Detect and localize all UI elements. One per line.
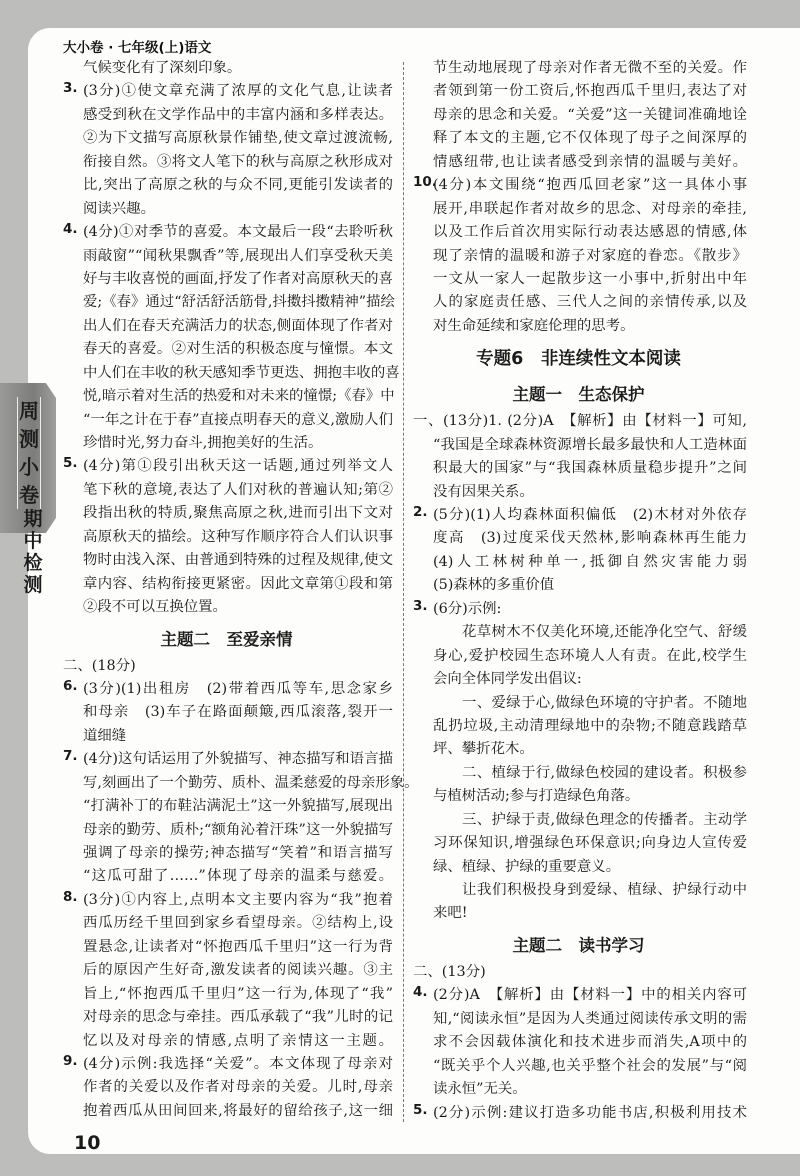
line-text: 人的家庭责任感、三代人之间的亲情传承,以及	[433, 294, 747, 311]
answer-text-line	[410, 856, 747, 879]
answer-text-line	[410, 645, 747, 668]
line-text: 以及工作后首次用实际行动表达感恩的情感,体	[433, 224, 747, 241]
answer-text-line	[60, 912, 393, 935]
line-text: 悦,暗示着对生活的热爱和对未来的憧憬;《春》中	[83, 388, 395, 405]
line-text: 好与丰收喜悦的画面,抒发了作者对高原秋天的喜	[83, 270, 393, 287]
answer-text-line	[60, 596, 393, 619]
answer-item-line	[410, 598, 747, 621]
answer-item-line	[60, 80, 393, 103]
answer-text-line	[410, 902, 747, 925]
question-number: 9.	[63, 1052, 78, 1069]
line-text: 写,刻画出了一个勤劳、质朴、温柔慈爱的母亲形象。	[83, 774, 419, 791]
answer-text-line	[60, 725, 393, 748]
line-text: (4分)示例:我选择“关爱”。本文体现了母亲对	[83, 1055, 393, 1072]
line-text: 后的原因产生好奇,激发读者的阅读兴趣。③主	[83, 962, 393, 979]
line-text: 乱扔垃圾,主动清理绿地中的杂物;不随意践踏草	[433, 717, 747, 734]
line-text: 道细缝	[83, 727, 127, 744]
answer-text-line	[60, 151, 393, 174]
answer-item-line	[60, 678, 393, 701]
answer-text-line	[410, 80, 747, 103]
answer-text-line	[410, 574, 747, 597]
line-text: ②段不可以互换位置。	[83, 599, 227, 616]
line-text: 作者的关爱以及作者对母亲的关爱。儿时,母亲	[83, 1079, 393, 1096]
answer-item-line	[60, 748, 393, 771]
answer-text-line	[410, 57, 747, 80]
answer-text-line	[410, 221, 747, 244]
line-text: 中人们在丰收的秋天感知季节更迭、拥抱丰收的喜	[83, 364, 400, 381]
answer-text-line	[60, 655, 393, 678]
answer-text-line	[410, 434, 747, 457]
line-text: 高原秋天的描绘。这种写作顺序符合人们认识事	[83, 528, 393, 545]
line-text: 三、护绿于责,做绿色理念的传播者。主动学	[462, 811, 747, 828]
answer-item-line	[60, 1053, 393, 1076]
line-text: 坪、攀折花木。	[433, 741, 534, 758]
answer-text-line	[410, 762, 747, 785]
page-number: 10	[74, 1132, 101, 1154]
line-text: “既关乎个人兴趣,也关乎整个社会的发展”与“阅	[433, 1057, 747, 1074]
answer-text-line	[410, 621, 747, 644]
section-heading: 主题二 读书学习	[512, 935, 645, 955]
question-number: 3.	[63, 80, 78, 97]
answer-text-line	[60, 959, 393, 982]
line-text: 西瓜历经千里回到家乡看望母亲。②结构上,设	[83, 915, 393, 932]
section-heading: 主题一 生态保护	[512, 385, 645, 405]
answer-text-line	[60, 983, 393, 1006]
line-text: (4)人工林树种单一,抵御自然灾害能力弱	[433, 553, 747, 570]
answer-text-line	[60, 362, 400, 385]
line-text: 出人们在春天充满活力的状态,侧面体现了作者对	[83, 317, 393, 334]
answer-text-line	[60, 549, 393, 572]
line-text: 母亲的思念和关爱。“关爱”这一关键词准确地诠	[433, 106, 747, 123]
line-text: 二、(13分)	[413, 963, 486, 980]
answer-text-line	[410, 961, 747, 984]
line-text: 知,“阅读永恒”是因为人类通过阅读传承文明的需	[433, 1010, 747, 1027]
line-text: 身心,爱护校园生态环境人人有责。在此,校学生	[433, 647, 747, 664]
answer-text-line	[410, 692, 747, 715]
question-number: 8.	[63, 888, 78, 905]
answer-item-line	[60, 221, 393, 244]
answer-text-line	[60, 127, 393, 150]
answer-text-line	[60, 573, 393, 596]
answer-text-line	[60, 57, 393, 80]
answer-text-line	[60, 104, 393, 127]
left-column	[60, 57, 419, 1123]
side-tab-sub-label: 期中检测	[23, 508, 43, 596]
right-column	[410, 57, 747, 1125]
answer-text-line	[60, 291, 393, 314]
line-text: 让我们积极投身到爱绿、植绿、护绿行动中	[462, 882, 747, 898]
line-text: “一年之计在于春”直接点明春天的意义,激励人们	[83, 411, 393, 428]
answer-text-line	[60, 432, 393, 455]
line-text: (5分)(1)人均森林面积偏低 (2)木材对外依存	[433, 507, 747, 523]
answer-text-line	[410, 785, 747, 808]
answer-text-line	[60, 502, 393, 525]
answer-text-line	[60, 268, 393, 291]
answer-item-line	[410, 1102, 747, 1125]
question-number: 3.	[413, 597, 428, 614]
line-text: (6分)示例:	[433, 600, 502, 617]
answer-text-line	[410, 104, 747, 127]
question-number: 10.	[413, 174, 437, 191]
answer-text-line	[60, 701, 393, 724]
line-text: (4分)①对季节的喜爱。本文最后一段“去聆听秋	[83, 224, 393, 241]
line-text: 章内容、结构衔接更紧密。因此文章第①段和第	[83, 575, 393, 592]
line-text: “我国是全球森林资源增长最多最快和人工造林面	[433, 436, 747, 453]
line-text: (4分)本文围绕“抱西瓜回老家”这一具体小事	[433, 177, 747, 194]
answer-text-line	[60, 1030, 393, 1053]
answer-text-line	[410, 315, 747, 338]
answer-text-line	[410, 268, 747, 291]
answer-text-line	[410, 151, 747, 174]
line-text: 气候变化有了深刻印象。	[83, 60, 242, 76]
line-text: 置悬念,让读者对“怀抱西瓜千里归”这一行为背	[83, 938, 393, 955]
line-text: (3分)①使文章充满了浓厚的文化气息,让读者	[83, 83, 393, 100]
answer-text-line	[60, 1076, 393, 1099]
question-number: 5.	[413, 1101, 428, 1118]
line-text: 对生命延续和家庭伦理的思考。	[433, 317, 635, 334]
line-text: 一、爱绿于心,做绿色环境的守护者。不随地	[462, 694, 747, 711]
line-text: 爱;《春》通过“舒活舒活筋骨,抖擞抖擞精神”描绘	[83, 294, 395, 311]
answer-text-line	[410, 457, 747, 480]
line-text: 和母亲 (3)车子在路面颠簸,西瓜滚落,裂开一	[83, 704, 393, 721]
line-text: 会向全体同学发出倡议:	[433, 671, 582, 688]
line-text: 母亲的勤劳、质朴;“额角沁着汗珠”这一外貌描写	[83, 821, 393, 838]
side-tab-label: 周测小卷	[19, 399, 39, 507]
line-text: 笔下秋的意境,表达了人们对秋的普遍认知;第②	[83, 481, 393, 498]
answer-text-line	[410, 291, 747, 314]
line-text: 旨上,“怀抱西瓜千里归”这一行为,体现了“我”	[83, 985, 393, 1002]
line-text: 雨敲窗”“闻秋果飘香”等,展现出人们享受秋天美	[83, 247, 393, 264]
line-text: 释了本文的主题,它不仅体现了母子之间深厚的	[433, 130, 747, 147]
line-text: 二、(18分)	[63, 657, 136, 674]
column-divider	[403, 62, 404, 1122]
line-text: 来吧!	[433, 905, 468, 922]
answer-text-line	[410, 1055, 747, 1078]
question-number: 4.	[413, 984, 428, 1001]
line-text: 段指出秋的特质,聚焦高原之秋,进而引出下文对	[83, 505, 393, 522]
question-number: 4.	[63, 221, 78, 238]
line-text: 一文从一家人一起散步这一小事中,折射出中年	[433, 270, 747, 287]
line-text: 忆以及对母亲的情感,点明了亲情这一主题。	[83, 1032, 393, 1049]
question-number: 7.	[63, 748, 78, 765]
answer-text-line	[60, 338, 393, 361]
answer-text-line	[60, 795, 393, 818]
question-number: 5.	[63, 455, 78, 472]
answer-text-line	[410, 527, 747, 550]
line-text: 节生动地展现了母亲对作者无微不至的关爱。作	[433, 60, 747, 76]
answer-text-line	[60, 385, 393, 408]
line-text: 强调了母亲的操劳;神态描写“笑着”和语言描写	[83, 845, 393, 861]
answer-item-line	[410, 984, 747, 1007]
answer-text-line	[410, 481, 747, 504]
line-text: 情感纽带,也让读者感受到亲情的温暖与美好。	[433, 153, 747, 170]
answer-text-line	[60, 245, 393, 268]
line-text: “打满补丁的布鞋沾满泥土”这一外貌描写,展现出	[83, 798, 393, 815]
running-title: 大小卷 · 七年级(上)语文	[63, 40, 212, 56]
answer-text-line	[60, 526, 393, 549]
line-text: 者领到第一份工资后,怀抱西瓜千里归,表达了对	[433, 83, 747, 100]
line-text: 阅读兴趣。	[83, 200, 155, 217]
line-text: 对母亲的思念与牵挂。西瓜承载了“我”儿时的记	[83, 1009, 393, 1026]
answer-text-line	[410, 809, 747, 832]
answer-text-line	[410, 410, 747, 433]
answer-item-line	[410, 174, 747, 197]
line-text: 感受到秋在文学作品中的丰富内涵和多样表达。	[83, 106, 393, 123]
answer-text-line	[60, 315, 393, 338]
answer-text-line	[60, 174, 393, 197]
line-text: “这瓜可甜了……”体现了母亲的温柔与慈爱。	[83, 868, 393, 885]
chapter-heading: 专题6 非连续性文本阅读	[476, 349, 681, 370]
answer-item-line	[60, 889, 393, 912]
line-text: (5)森林的多重价值	[433, 577, 555, 594]
answer-text-line	[60, 936, 393, 959]
answer-text-line	[410, 879, 747, 902]
line-text: (2分)A 【解析】由【材料一】中的相关内容可	[433, 987, 747, 1004]
answer-text-line	[410, 1078, 747, 1101]
answer-text-line	[410, 551, 747, 574]
answer-text-line	[410, 1031, 747, 1054]
line-text: 物时由浅入深、由普通到特殊的过程及规律,使文	[83, 552, 393, 569]
line-text: (3分)①内容上,点明本文主要内容为“我”抱着	[83, 891, 393, 908]
question-number: 2.	[413, 504, 428, 520]
line-text: 现了亲情的温暖和游子对家庭的眷恋。《散步》	[433, 247, 747, 264]
answer-text-line	[60, 198, 393, 221]
line-text: (2分)示例:建议打造多功能书店,积极利用技术	[433, 1104, 747, 1121]
answer-text-line	[410, 715, 747, 738]
line-text: 积最大的国家”与“我国森林质量稳步提升”之间	[433, 460, 747, 477]
line-text: 习环保知识,增强绿色环保意识;向身边人宣传爱	[433, 835, 747, 852]
answer-text-line	[60, 865, 393, 888]
line-text: 与植树活动;参与打造绿色角落。	[433, 788, 640, 805]
answer-text-line	[60, 479, 393, 502]
line-text: 衔接自然。③将文人笔下的秋与高原之秋形成对	[83, 153, 393, 170]
line-text: (4分)第①段引出秋天这一话题,通过列举文人	[83, 458, 393, 475]
answer-text-line	[60, 409, 393, 432]
line-text: (4分)这句话运用了外貌描写、神态描写和语言描	[83, 751, 393, 768]
line-text: 一、(13分)1. (2分)A 【解析】由【材料一】可知,	[413, 413, 747, 430]
line-text: 读永恒”无关。	[433, 1081, 527, 1098]
line-text: 二、植绿于行,做绿色校园的建设者。积极参	[462, 764, 747, 781]
line-text: (3分)(1)出租房 (2)带着西瓜等车,思念家乡	[83, 680, 393, 697]
line-text: 求不会因载体演化和技术进步而消失,A项中的	[433, 1034, 747, 1051]
answer-text-line	[410, 127, 747, 150]
question-number: 6.	[63, 677, 78, 694]
answer-text-line	[410, 245, 747, 268]
line-text: 绿、植绿、护绿的重要意义。	[433, 858, 621, 875]
line-text: 度高 (3)过度采伐天然林,影响森林再生能力	[433, 530, 747, 547]
line-text: 抱着西瓜从田间回来,将最好的留给孩子,这一细	[83, 1102, 393, 1119]
line-text: 花草树木不仅美化环境,还能净化空气、舒缓	[462, 624, 747, 641]
answer-text-line	[410, 1008, 747, 1031]
line-text: 没有因果关系。	[433, 483, 534, 500]
line-text: 春天的喜爱。②对生活的积极态度与憧憬。本文	[83, 341, 393, 358]
line-text: 展开,串联起作者对故乡的思念、对母亲的牵挂,	[433, 200, 747, 217]
answer-text-line	[60, 772, 419, 795]
answer-item-line	[60, 455, 393, 478]
line-text: 珍惜时光,努力奋斗,拥抱美好的生活。	[83, 435, 323, 451]
answer-text-line	[60, 1100, 393, 1123]
answer-text-line	[410, 738, 747, 761]
answer-text-line	[410, 832, 747, 855]
answer-text-line	[60, 842, 393, 865]
answer-item-line	[410, 504, 747, 527]
section-heading: 主题二 至爱亲情	[160, 629, 293, 649]
line-text: ②为下文描写高原秋景作铺垫,使文章过渡流畅,	[83, 130, 393, 147]
answer-text-line	[410, 198, 747, 221]
answer-text-line	[60, 1006, 393, 1029]
answer-text-line	[410, 668, 747, 691]
line-text: 比,突出了高原之秋的与众不同,更能引发读者的	[83, 177, 393, 194]
answer-text-line	[60, 819, 393, 842]
